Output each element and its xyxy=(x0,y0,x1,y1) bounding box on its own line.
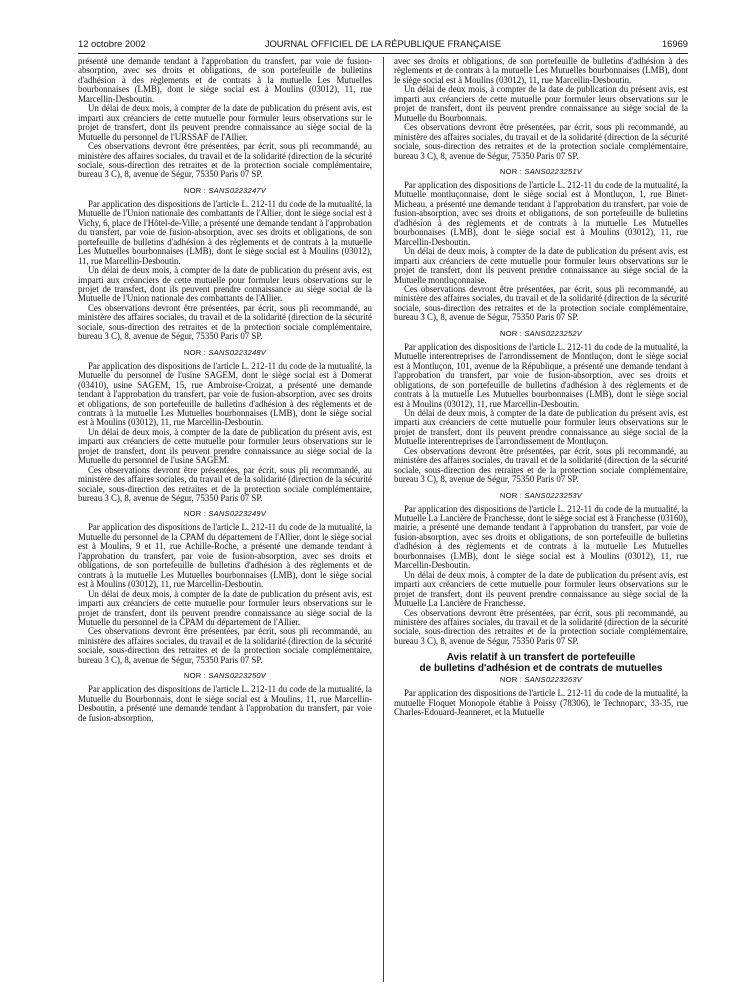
nor-reference xyxy=(78,671,372,680)
left-column xyxy=(78,57,372,987)
paragraph: Par application des dispositions de l'article L. 212-11 du code de la mutualité, la Mutuelle de l'Union nationale des combattants de l'Allier, dont le siège social est à Vichy, 6, place de l'Hôtel-de-Ville, a présenté une demande tendant à l'approbation du transfert, par voie de fusion-absorption, avec ses droits et obligations, de son portefeuille de bulletins d'adhésion à des règlements et de contrats à la mutuelle Les Mutuelles bourbonnaises (LMB), dont le siège social est à Moulins (03012), 11, rue Marcellin-Desboutin. xyxy=(78,198,372,266)
nor-label: NOR : xyxy=(499,675,523,685)
nor-reference xyxy=(78,509,372,518)
paragraph: Ces observations devront être présentées, par écrit, sous pli recommandé, au ministère des affaires sociales, du travail et de la solidarité (direction de la sécurité sociale, sous-direction des retraites et de la protection sociale complémentaire, bureau 3 C), 8, avenue de Ségur, 75350 Paris 07 SP. xyxy=(78,302,372,342)
nor-code: SANS0223252V xyxy=(524,328,583,338)
paragraph: Un délai de deux mois, à compter de la date de publication du présent avis, est imparti aux créanciers de cette mutuelle pour formuler leurs observations sur le projet de transfert, dont ils peuvent prendre connaissance au siège social de la Mutuelle interentreprises de l'arrondissement de Montluçon. xyxy=(394,407,688,447)
nor-reference xyxy=(78,186,372,195)
nor-code: SANS0223248V xyxy=(208,347,267,357)
nor-reference xyxy=(394,329,688,338)
paragraph: Ces observations devront être présentées, par écrit, sous pli recommandé, au ministère des affaires sociales, du travail et de la solidarité (direction de la sécurité sociale, sous-direction des retraites et de la protection sociale complémentaire, bureau 3 C), 8, avenue de Ségur, 75350 Paris 07 SP. xyxy=(394,607,688,646)
paragraph: Ces observations devront être présentées, par écrit, sous pli recommandé, au ministère des affaires sociales, du travail et de la solidarité (direction de la sécurité sociale, sous-direction des retraites et de la protection sociale complémentaire, bureau 3 C), 8, avenue de Ségur, 75350 Paris 07 SP. xyxy=(78,464,372,504)
paragraph: Par application des dispositions de l'article L. 212-11 du code de la mutualité, la Mutuelle du personnel de l'usine SAGEM, dont le siège social est à Domerat (03410), usine SAGEM, 15, rue Ambroise-Croizat, a présenté une demande tendant à l'approbation du transfert, par voie de fusion-absorption, avec ses droits et obligations, de son portefeuille de bulletins d'adhésion à des règlements et de contrats à la mutuelle Les Mutuelles bourbonnaises (LMB), dont le siège social est à Moulins (03012), 11, rue Marcellin-Desboutin. xyxy=(78,360,372,428)
nor-reference xyxy=(394,167,688,176)
nor-code: SANS0223247V xyxy=(208,185,267,195)
nor-reference xyxy=(394,491,688,500)
paragraph: Par application des dispositions de l'article L. 212-11 du code de la mutualité, la Mutuelle du Bourbonnais, dont le siège social est à Moulins, 11, rue Marcellin-Desboutin, a présenté une demande tendant à l'approbation du transfert, par voie de fusion-absorption, xyxy=(78,684,372,723)
paragraph: Ces observations devront être présentées, par écrit, sous pli recommandé, au ministère des affaires sociales, du travail et de la solidarité (direction de la sécurité sociale, sous-direction des retraites et de la protection sociale complémentaire, bureau 3 C), 8, avenue de Ségur, 75350 Paris 07 SP. xyxy=(78,141,372,180)
nor-code: SANS0223249V xyxy=(208,509,267,519)
paragraph: Par application des dispositions de l'article L. 212-11 du code de la mutualité, la Mutuelle La Lancière de Franchesse, dont le siège social est à Franchesse (03160), mairie, a présenté une demande tendant à l'approbation du transfert, par voie de fusion-absorption, avec ses droits et obligations, de son portefeuille de bulletins d'adhésion à des règlements et de contrats à la mutuelle Les Mutuelles bourbonnaises (LMB), dont le siège social est à Moulins (03012), 11, rue Marcellin-Desboutin. xyxy=(394,503,688,571)
notice-title xyxy=(394,653,688,674)
nor-label: NOR : xyxy=(183,509,207,519)
nor-code: SANS0223251V xyxy=(524,166,583,176)
paragraph: Ces observations devront être présentées, par écrit, sous pli recommandé, au ministère des affaires sociales, du travail et de la solidarité (direction de la sécurité sociale, sous-direction des retraites et de la protection sociale complémentaire, bureau 3 C), 8, avenue de Ségur, 75350 Paris 07 SP. xyxy=(78,626,372,665)
notice-title-line: de bulletins d'adhésion et de contrats de mutuelles xyxy=(419,662,663,674)
right-column xyxy=(394,57,688,987)
nor-code: SANS0223250V xyxy=(208,671,267,681)
nor-reference xyxy=(78,348,372,357)
nor-label: NOR : xyxy=(499,490,523,500)
page-header xyxy=(78,38,688,52)
nor-label: NOR : xyxy=(183,671,207,681)
header-page-number: 16969 xyxy=(661,38,688,49)
paragraph: avec ses droits et obligations, de son portefeuille de bulletins d'adhésion à des règlements et de contrats à la mutuelle Les Mutuelles bourbonnaises (LMB), dont le siège social est à Moulins (03012), 11, rue Marcellin-Desboutin. xyxy=(394,57,688,85)
paragraph: Un délai de deux mois, à compter de la date de publication du présent avis, est imparti aux créanciers de cette mutuelle pour formuler leurs observations sur le projet de transfert, dont ils peuvent prendre connaissance au siège social de la Mutuelle La Lancière de Franchesse. xyxy=(394,569,688,609)
paragraph: Par application des dispositions de l'article L. 212-11 du code de la mutualité, la Mutuelle du personnel de la CPAM du département de l'Allier, dont le siège social est à Moulins, 9 et 11, rue Achille-Roche, a présenté une demande tendant à l'approbation du transfert, par voie de fusion-absorption, avec ses droits et obligations, de son portefeuille de bulletins d'adhésion à des règlements et de contrats à la mutuelle Les Mutuelles bourbonnaises (LMB), dont le siège social est à Moulins (03012), 11, rue Marcellin-Desboutin. xyxy=(78,522,372,590)
paragraph: Ces observations devront être présentées, par écrit, sous pli recommandé, au ministère des affaires sociales, du travail et de la solidarité (direction de la sécurité sociale, sous-direction des retraites et de la protection sociale complémentaire, bureau 3 C), 8, avenue de Ségur, 75350 Paris 07 SP. xyxy=(394,122,688,161)
nor-code: SANS0223253V xyxy=(524,490,583,500)
nor-label: NOR : xyxy=(183,185,207,195)
header-journal-title: JOURNAL OFFICIEL DE LA RÉPUBLIQUE FRANÇAISE xyxy=(264,38,502,49)
paragraph: Un délai de deux mois, à compter de la date de publication du présent avis, est imparti aux créanciers de cette mutuelle pour formuler leurs observations sur le projet de transfert, dont ils peuvent prendre connaissance au siège social de la Mutuelle du Bourbonnais. xyxy=(394,84,688,123)
paragraph: Ces observations devront être présentées, par écrit, sous pli recommandé, au ministère des affaires sociales, du travail et de la solidarité (direction de la sécurité sociale, sous-direction des retraites et de la protection sociale complémentaire, bureau 3 C), 8, avenue de Ségur, 75350 Paris 07 SP. xyxy=(394,283,688,323)
nor-code: SANS0223263V xyxy=(524,675,583,685)
paragraph: Par application des dispositions de l'article L. 212-11 du code de la mutualité, la Mutuelle montluçonnaise, dont le siège social est à Montluçon, 1, rue Binet-Micheau, a présenté une demande tendant à l'approbation du transfert, par voie de fusion-absorption, avec ses droits et obligations, de son portefeuille de bulletins d'adhésion à des règlements et de contrats à la mutuelle Les Mutuelles bourbonnaises (LMB), dont le siège social est à Moulins (03012), 11, rue Marcellin-Desboutin. xyxy=(394,179,688,247)
header-rule xyxy=(78,53,688,54)
nor-label: NOR : xyxy=(499,328,523,338)
notice-title-line: Avis relatif à un transfert de portefeuille xyxy=(446,652,636,664)
paragraph: Ces observations devront être présentées, par écrit, sous pli recommandé, au ministère des affaires sociales, du travail et de la solidarité (direction de la sécurité sociale, sous-direction des retraites et de la protection sociale complémentaire, bureau 3 C), 8, avenue de Ségur, 75350 Paris 07 SP. xyxy=(394,445,688,485)
nor-label: NOR : xyxy=(499,166,523,176)
header-date: 12 octobre 2002 xyxy=(78,38,146,49)
paragraph: Un délai de deux mois, à compter de la date de publication du présent avis, est imparti aux créanciers de cette mutuelle pour formuler leurs observations sur le projet de transfert, dont ils peuvent prendre connaissance au siège social de la Mutuelle de l'Union nationale des combattants de l'Allier. xyxy=(78,265,372,304)
paragraph: présenté une demande tendant à l'approbation du transfert, par voie de fusion-absorption, avec ses droits et obligations, de son portefeuille de bulletins d'adhésion à des règlements et de contrats à la mutuelle Les Mutuelles bourbonnaises (LMB), dont le siège social est à Moulins (03012), 11, rue Marcellin-Desboutin. xyxy=(78,57,372,104)
paragraph: Un délai de deux mois, à compter de la date de publication du présent avis, est imparti aux créanciers de cette mutuelle pour formuler leurs observations sur le projet de transfert, dont ils peuvent prendre connaissance au siège social de la Mutuelle du personnel de l'URSSAF de l'Allier. xyxy=(78,103,372,142)
paragraph: Par application des dispositions de l'article L. 212-11 du code de la mutualité, la mutuelle Floquet Monopole établie à Poissy (78306), le Technoparc, 33-35, rue Charles-Edouard-Jeanneret, et la Mutuelle xyxy=(394,688,688,718)
nor-reference xyxy=(394,675,688,684)
paragraph: Par application des dispositions de l'article L. 212-11 du code de la mutualité, la Mutuelle interentreprises de l'arrondissement de Montluçon, dont le siège social est à Montluçon, 101, avenue de la République, a présenté une demande tendant à l'approbation du transfert, par voie de fusion-absorption, avec ses droits et obligations, de son portefeuille de bulletins d'adhésion à des règlements et de contrats à la mutuelle Les Mutuelles bourbonnaises (LMB), dont le siège social est à Moulins (03012), 11, rue Marcellin-Desboutin. xyxy=(394,341,688,409)
paragraph: Un délai de deux mois, à compter de la date de publication du présent avis, est imparti aux créanciers de cette mutuelle pour formuler leurs observations sur le projet de transfert, dont ils peuvent prendre connaissance au siège social de la Mutuelle du personnel de la CPAM du département de l'Allier. xyxy=(78,588,372,628)
paragraph: Un délai de deux mois, à compter de la date de publication du présent avis, est imparti aux créanciers de cette mutuelle pour formuler leurs observations sur le projet de transfert, dont ils peuvent prendre connaissance au siège social de la Mutuelle du personnel de l'usine SAGEM. xyxy=(78,426,372,466)
text-columns xyxy=(78,57,688,987)
paragraph: Un délai de deux mois, à compter de la date de publication du présent avis, est imparti aux créanciers de cette mutuelle pour formuler leurs observations sur le projet de transfert, dont ils peuvent prendre connaissance au siège social de la Mutuelle montluçonnaise. xyxy=(394,246,688,285)
nor-label: NOR : xyxy=(183,347,207,357)
